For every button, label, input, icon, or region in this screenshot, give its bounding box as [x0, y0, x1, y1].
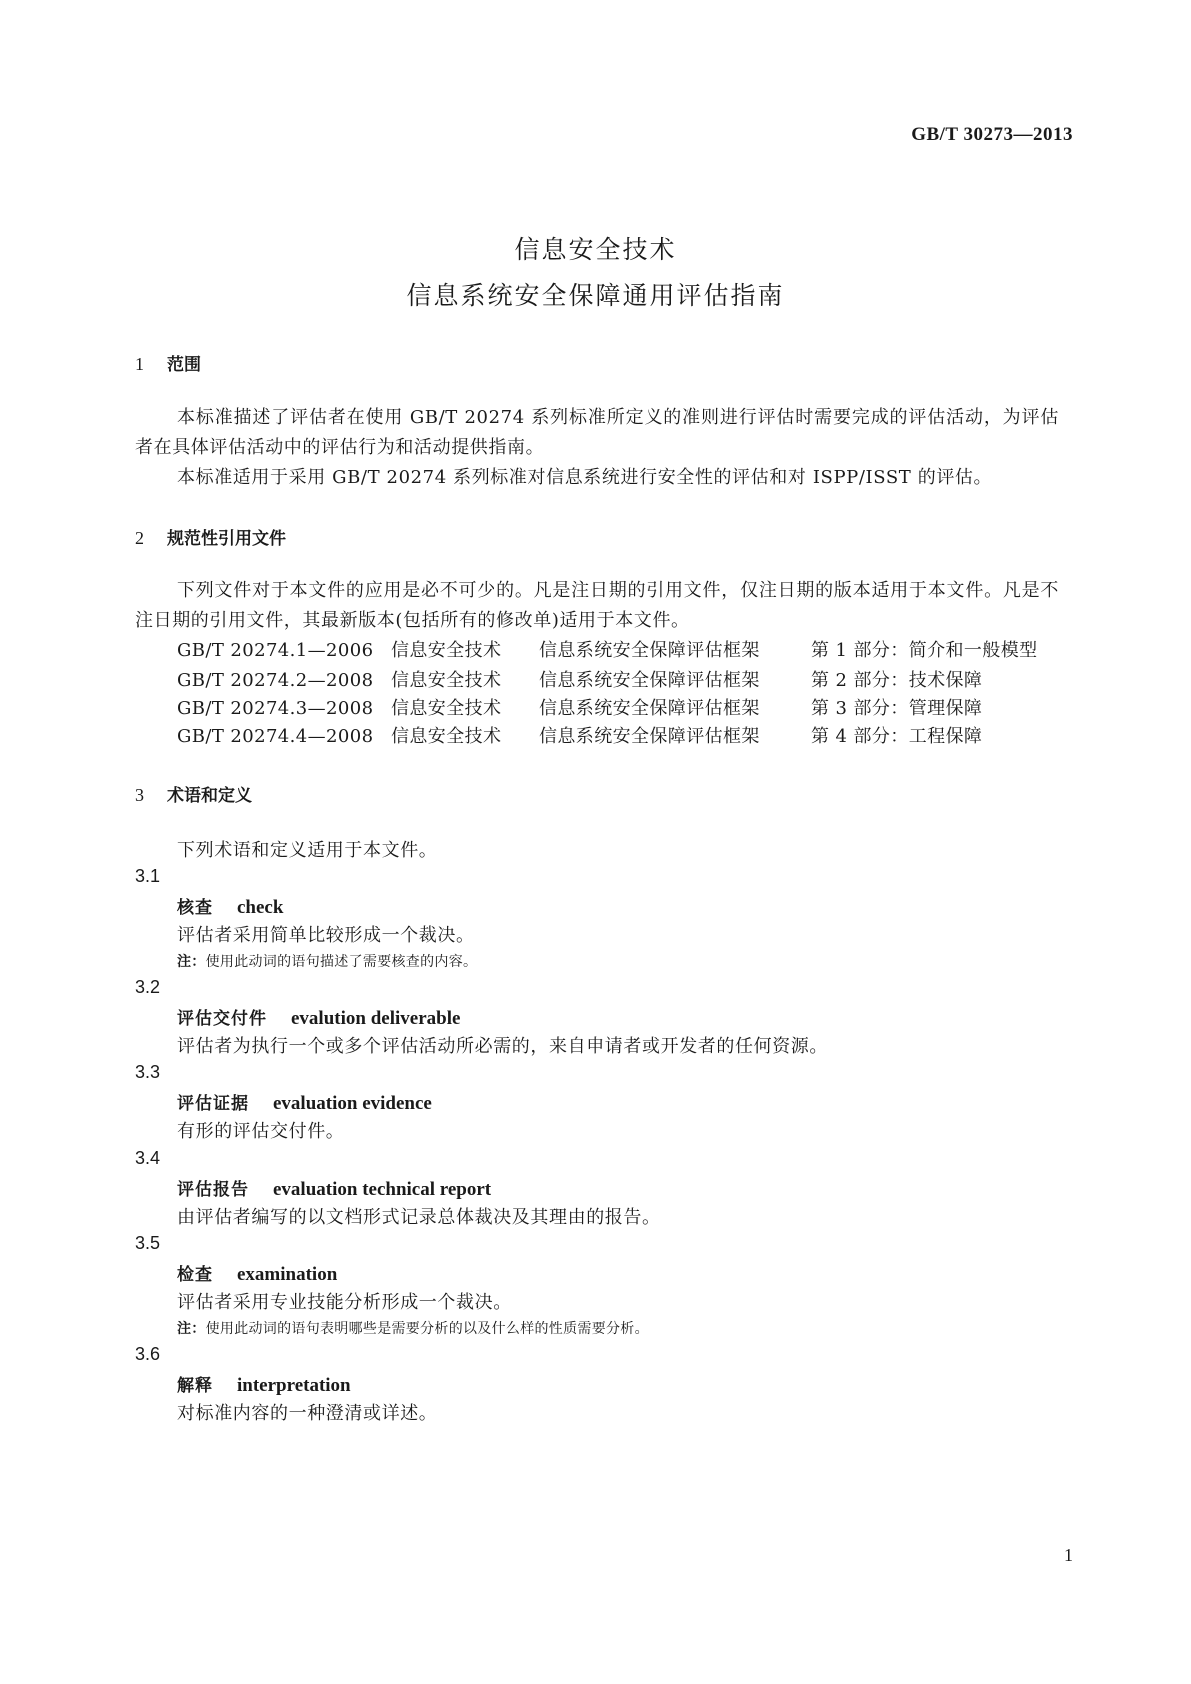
term-number: 3.3 [135, 1062, 161, 1082]
term-zh: 评估交付件 [177, 1009, 267, 1029]
term-heading [177, 893, 283, 919]
reference-part-2: 信息系统安全保障评估框架 [539, 726, 760, 747]
term-en: interpretation [237, 1375, 351, 1396]
reference-part-1: 信息安全技术 [391, 640, 502, 661]
normative-reference-item [177, 636, 1038, 662]
reference-code: GB/T 20274.2—2008 [177, 670, 374, 691]
page-number: 1 [1064, 1545, 1073, 1565]
section-number: 3 [135, 785, 144, 805]
reference-part-1: 信息安全技术 [391, 726, 502, 747]
term-heading [177, 1260, 337, 1286]
term-definition: 评估者为执行一个或多个评估活动所必需的，来自申请者或开发者的任何资源。 [177, 1036, 828, 1057]
term-number: 3.4 [135, 1148, 161, 1168]
term-zh: 解释 [177, 1376, 213, 1396]
reference-part-2: 信息系统安全保障评估框架 [539, 640, 760, 661]
term-definition: 评估者采用专业技能分析形成一个裁决。 [177, 1292, 512, 1313]
term-heading [177, 1175, 491, 1201]
scope-paragraph-1: 本标准描述了评估者在使用 GB/T 20274 系列标准所定义的准则进行评估时需要完成的评估活动，为评估者在具体评估活动中的评估行为和活动提供指南。 [135, 407, 1059, 458]
term-en: evaluation technical report [273, 1179, 492, 1200]
reference-code: GB/T 20274.3—2008 [177, 698, 374, 719]
term-heading [177, 1089, 432, 1115]
term-definition: 有形的评估交付件。 [177, 1121, 345, 1142]
reference-part-2: 信息系统安全保障评估框架 [539, 698, 760, 719]
term-zh: 评估证据 [177, 1094, 249, 1114]
reference-part-1: 信息安全技术 [391, 698, 502, 719]
term-heading [177, 1004, 460, 1030]
term-en: evalution deliverable [291, 1008, 461, 1029]
reference-part-1: 信息安全技术 [391, 670, 502, 691]
term-en: evaluation evidence [273, 1093, 432, 1114]
note-text: 使用此动词的语句表明哪些是需要分析的以及什么样的性质需要分析。 [205, 1321, 649, 1337]
reference-part-3: 第 4 部分：工程保障 [811, 726, 983, 747]
reference-part-3: 第 3 部分：管理保障 [811, 698, 983, 719]
term-en: check [237, 897, 284, 918]
section-title: 范围 [167, 355, 201, 375]
term-number: 3.5 [135, 1233, 161, 1253]
section-title: 术语和定义 [167, 786, 252, 806]
normative-reference-item [177, 666, 982, 692]
term-definition: 评估者采用简单比较形成一个裁决。 [177, 925, 475, 946]
note-label: 注： [177, 1321, 206, 1337]
scope-paragraph-2: 本标准适用于采用 GB/T 20274 系列标准对信息系统进行安全性的评估和对 ISPP/ISST 的评估。 [177, 467, 993, 488]
document-title-line2: 信息系统安全保障通用评估指南 [406, 281, 785, 310]
term-zh: 核查 [177, 898, 213, 918]
section-number: 2 [135, 528, 144, 548]
term-en: examination [237, 1264, 338, 1285]
term-heading [177, 1371, 351, 1397]
reference-code: GB/T 20274.4—2008 [177, 726, 374, 747]
term-number: 3.2 [135, 977, 161, 997]
normative-intro-paragraph: 下列文件对于本文件的应用是必不可少的。凡是注日期的引用文件，仅注日期的版本适用于本文件。凡是不注日期的引用文件，其最新版本(包括所有的修改单)适用于本文件。 [135, 580, 1059, 631]
terms-intro: 下列术语和定义适用于本文件。 [177, 840, 438, 861]
section-heading-normative-references [135, 524, 286, 549]
term-definition: 由评估者编写的以文档形式记录总体裁决及其理由的报告。 [177, 1207, 661, 1228]
document-code: GB/T 30273—2013 [911, 124, 1073, 145]
section-title: 规范性引用文件 [167, 529, 286, 549]
term-zh: 检查 [177, 1265, 213, 1285]
reference-code: GB/T 20274.1—2006 [177, 640, 374, 661]
term-number: 3.6 [135, 1344, 161, 1364]
reference-part-3: 第 2 部分：技术保障 [811, 670, 983, 691]
term-number: 3.1 [135, 866, 161, 886]
term-note [177, 1318, 649, 1338]
term-note [177, 951, 477, 971]
note-label: 注： [177, 954, 206, 970]
section-heading-terms [135, 781, 252, 806]
document-title-line1: 信息安全技术 [514, 235, 677, 264]
term-definition: 对标准内容的一种澄清或详述。 [177, 1403, 438, 1424]
normative-reference-item [177, 694, 982, 720]
section-number: 1 [135, 354, 144, 374]
section-heading-scope [135, 350, 201, 375]
reference-part-2: 信息系统安全保障评估框架 [539, 670, 760, 691]
normative-reference-item [177, 722, 982, 748]
reference-part-3: 第 1 部分：简介和一般模型 [811, 640, 1038, 661]
term-zh: 评估报告 [177, 1180, 249, 1200]
note-text: 使用此动词的语句描述了需要核查的内容。 [205, 954, 478, 970]
